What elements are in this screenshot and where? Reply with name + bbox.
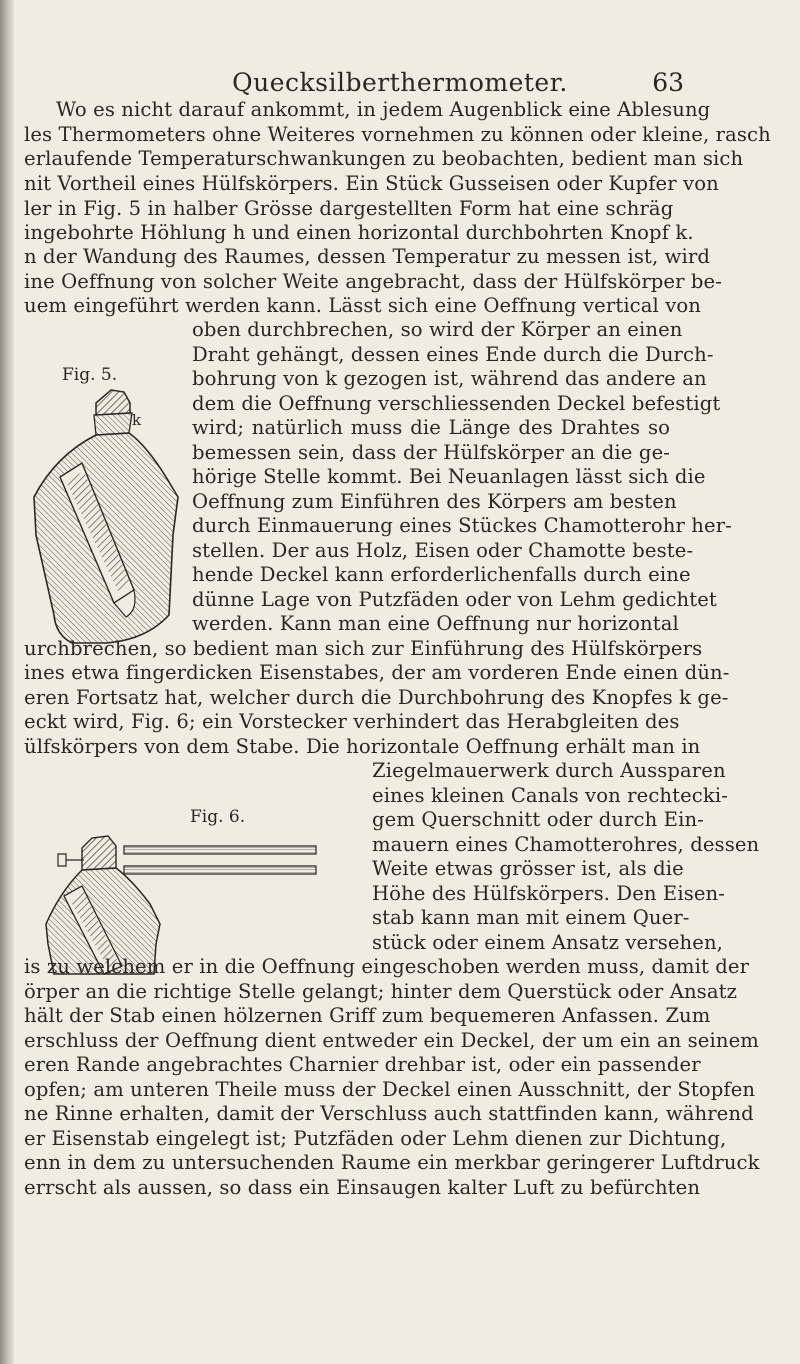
text-line: dünne Lage von Putzfäden oder von Lehm gedichtet [192, 588, 717, 611]
text-line: mauern eines Chamotterohres, dessen [372, 833, 760, 856]
text-line: eines kleinen Canals von rechtecki- [372, 784, 728, 807]
text-line: werden. Kann man eine Oeffnung nur horizontal [192, 612, 679, 635]
fig6-label: Fig. 6. [190, 807, 246, 827]
text-line: urchbrechen, so bedient man sich zur Einführung des Hülfskörpers [24, 637, 703, 660]
text-line: hörige Stelle kommt. Bei Neuanlagen lässt sich die [192, 465, 706, 488]
running-title: Quecksilberthermometer. [232, 68, 568, 97]
fig5-letter-k: k [132, 411, 142, 429]
text-line: bohrung von k gezogen ist, während das andere an [192, 367, 707, 390]
text-line: stellen. Der aus Holz, Eisen oder Chamotte beste- [192, 539, 694, 562]
text-line: ne Rinne erhalten, damit der Verschluss auch stattfinden kann, während [24, 1102, 754, 1125]
text-line: Draht gehängt, dessen eines Ende durch die Durch- [192, 343, 714, 366]
text-line: hende Deckel kann erforderlichenfalls durch eine [192, 563, 691, 586]
text-line: uem eingeführt werden kann. Lässt sich eine Oeffnung vertical von [24, 294, 702, 317]
text-line: ine Oeffnung von solcher Weite angebracht, dass der Hülfskörper be- [24, 270, 722, 293]
text-line: erlaufende Temperaturschwankungen zu beobachten, bedient man sich [24, 147, 744, 170]
text-line: les Thermometers ohne Weiteres vornehmen zu können oder kleine, rasch [24, 123, 771, 146]
text-line: ines etwa fingerdicken Eisenstabes, der am vorderen Ende einen dün- [24, 661, 730, 684]
text-line: örper an die richtige Stelle gelangt; hinter dem Querstück oder Ansatz [24, 980, 738, 1003]
text-line: wird; natürlich muss die Länge des Drahtes so [192, 416, 670, 439]
text-line: Oeffnung zum Einführen des Körpers am besten [192, 490, 677, 513]
text-line: eren Rande angebrachtes Charnier drehbar ist, oder ein passender [24, 1053, 701, 1076]
text-line: erschluss der Oeffnung dient entweder ein Deckel, der um ein an seinem [24, 1029, 759, 1052]
text-line: oben durchbrechen, so wird der Körper an einen [192, 318, 683, 341]
text-line: stab kann man mit einem Quer- [372, 906, 690, 929]
text-line: enn in dem zu untersuchenden Raume ein merkbar geringerer Luftdruck [24, 1151, 760, 1174]
text-line: ingebohrte Höhlung h und einen horizontal durchbohrten Knopf k. [24, 221, 694, 244]
text-line: Ziegelmauerwerk durch Aussparen [372, 759, 726, 782]
text-line: dem die Oeffnung verschliessenden Deckel befestigt [192, 392, 721, 415]
text-line: eckt wird, Fig. 6; ein Vorstecker verhindert das Herabgleiten des [24, 710, 680, 733]
text-line: gem Querschnitt oder durch Ein- [372, 808, 704, 831]
text-line: eren Fortsatz hat, welcher durch die Durchbohrung des Knopfes k ge- [24, 686, 729, 709]
text-line: n der Wandung des Raumes, dessen Temperatur zu messen ist, wird [24, 245, 710, 268]
text-line: stück oder einem Ansatz versehen, [372, 931, 724, 954]
text-line: Höhe des Hülfskörpers. Den Eisen- [372, 882, 725, 905]
text-line: Wo es nicht darauf ankommt, in jedem Augenblick eine Ablesung [56, 98, 711, 121]
text-line: hält der Stab einen hölzernen Griff zum bequemeren Anfassen. Zum [24, 1004, 711, 1027]
text-line: opfen; am unteren Theile muss der Deckel einen Ausschnitt, der Stopfen [24, 1078, 756, 1101]
text-line: Weite etwas grösser ist, als die [372, 857, 684, 880]
page-number: 63 [652, 68, 684, 97]
text-line: bemessen sein, dass der Hülfskörper an die ge- [192, 441, 670, 464]
text-line: is zu welchem er in die Oeffnung eingeschoben werden muss, damit der [24, 955, 750, 978]
fig5-illustration [26, 385, 186, 650]
text-line: durch Einmauerung eines Stückes Chamotterohr her- [192, 514, 732, 537]
page-gutter-shadow [0, 0, 14, 1364]
text-line: nit Vortheil eines Hülfskörpers. Ein Stück Gusseisen oder Kupfer von [24, 172, 719, 195]
text-line: er Eisenstab eingelegt ist; Putzfäden oder Lehm dienen zur Dichtung, [24, 1127, 727, 1150]
fig5-label: Fig. 5. [62, 365, 118, 385]
text-line: errscht als aussen, so dass ein Einsaugen kalter Luft zu befürchten [24, 1176, 701, 1199]
text-line: ülfskörpers von dem Stabe. Die horizontale Oeffnung erhält man in [24, 735, 701, 758]
text-line: ler in Fig. 5 in halber Grösse dargestellten Form hat eine schräg [24, 197, 674, 220]
